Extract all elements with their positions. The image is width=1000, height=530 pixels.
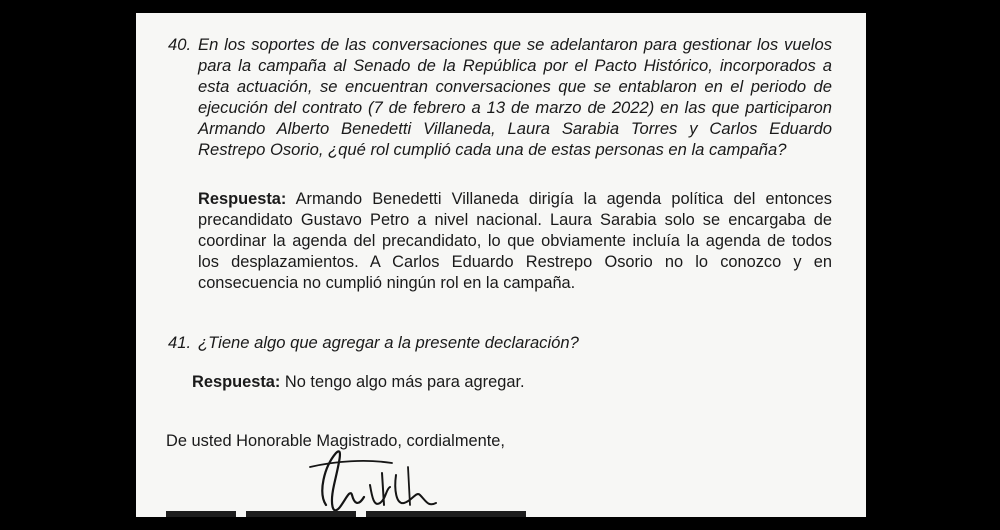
- question-40: [168, 34, 832, 160]
- answer-40-label: Respuesta:: [198, 190, 287, 208]
- answer-41-label: Respuesta:: [192, 373, 281, 391]
- closing-line: De usted Honorable Magistrado, cordialmente,: [166, 432, 505, 450]
- answer-40: [198, 189, 832, 294]
- signatory-name-cutoff: [166, 507, 586, 517]
- question-40-number: 40.: [168, 35, 192, 54]
- answer-41: [192, 372, 826, 393]
- question-41-number: 41.: [168, 333, 192, 352]
- answer-40-text: Armando Benedetti Villaneda dirigía la agenda política del entonces precandidato Gustavo Petro a nivel nacional. Laura Sarabia solo se encargaba de coordinar la agenda del precandidato, lo que obviamente incluía la agenda de todos los desplazamientos. A Carlos Eduardo Restrepo Osorio no lo conozco y en consecuencia no cumplió ningún rol en la campaña.: [198, 190, 832, 292]
- question-41: [168, 332, 832, 353]
- document-page: [136, 13, 866, 517]
- answer-41-text: No tengo algo más para agregar.: [284, 373, 525, 391]
- question-41-text: ¿Tiene algo que agregar a la presente declaración?: [198, 333, 579, 352]
- question-40-text: En los soportes de las conversaciones que se adelantaron para gestionar los vuelos para la campaña al Senado de la República por el Pacto Histórico, incorporados a esta actuación, se encuentran conversaciones que se entablaron en el periodo de ejecución del contrato (7 de febrero a 13 de marzo de 2022) en las que participaron Armando Alberto Benedetti Villaneda, Laura Sarabia Torres y Carlos Eduardo Restrepo Osorio, ¿qué rol cumplió cada una de estas personas en la campaña?: [198, 35, 832, 159]
